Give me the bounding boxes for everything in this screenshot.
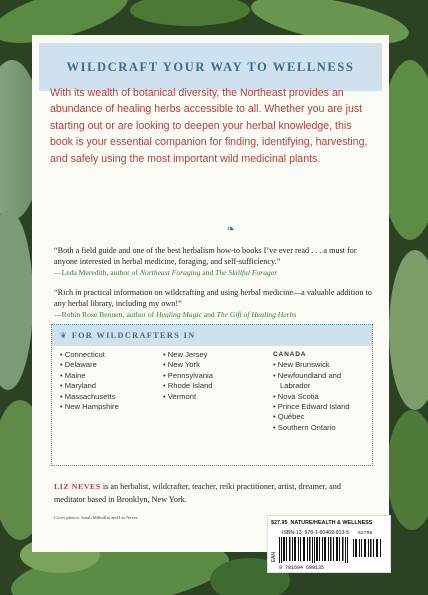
leaf-ornament-icon: ❧ (226, 224, 236, 235)
isbn-text: ISBN-13: 978-1-60469-913-5 (282, 530, 349, 536)
endorsement-quote (54, 287, 379, 321)
quote-text: “Both a field guide and one of the best herbalism how-to books I’ve ever read . . . a must for anyone interested in herbal medicine, foraging, and self-sufficiency.” (54, 246, 357, 267)
region-box-heading: FOR WILDCRAFTERS IN (71, 331, 196, 340)
list-item: • New York (163, 360, 200, 370)
author-name: LIZ NEVES (54, 482, 101, 491)
quote-attribution: —Robin Rose Bennett, author of Healing Magic and The Gift of Healing Herbs (54, 310, 297, 320)
list-item: • Prince Edward Island (273, 402, 350, 412)
us-states-column-2 (163, 350, 213, 402)
list-item: • Québec (273, 412, 305, 422)
leaf-icon: ❦ (60, 331, 67, 340)
barcode-number: 9 781604 699135 (279, 565, 325, 571)
price-and-category: $27.95 NATURE/HEALTH & WELLNESS (271, 520, 373, 526)
list-item: • Nova Scotia (273, 391, 319, 401)
cover-headline: WILDCRAFT YOUR WAY TO WELLNESS (66, 59, 355, 74)
list-item: • New Hampshire (60, 402, 119, 412)
region-box-header (52, 325, 372, 346)
list-item: • Southern Ontario (273, 422, 336, 432)
list-item: • Connecticut (60, 350, 105, 359)
ean-label: EAN (271, 552, 277, 563)
list-item: • Delaware (60, 360, 97, 370)
list-item: • New Jersey (163, 350, 208, 359)
us-states-column-1 (60, 350, 119, 412)
quote-text: “Rich in practical information on wildcrafting and using herbal medicine—a valuable addition to any herbal library, including my own!” (54, 288, 372, 309)
author-bio-text: is an herbalist, wildcrafter, teacher, reiki practitioner, artist, dreamer, and meditator based in Brooklyn, New York. (54, 482, 341, 504)
addon-number: 52795 (358, 531, 373, 536)
list-item: • New Brunswick (273, 360, 330, 370)
list-item-continued: Labrador (280, 381, 311, 391)
list-item: • Maryland (60, 381, 97, 391)
list-item: • Maine (60, 370, 86, 380)
list-item: • Newfoundland and (273, 370, 342, 380)
addon-barcode-icon (353, 537, 383, 557)
back-cover-panel (32, 35, 389, 552)
list-item: • Vermont (163, 391, 197, 401)
wildcrafters-region-box (51, 324, 373, 466)
canada-label: CANADA (273, 351, 307, 358)
barcode-icon (279, 537, 349, 563)
photo-credits: Cover photos: Sarah Milhollin and Liz Neves (54, 515, 138, 520)
intro-paragraph: With its wealth of botanical diversity, the Northeast provides an abundance of healing herbs accessible to all. Whether you are just starting out or are looking to deepen your herbal knowledge, this book is your essential companion for finding, identifying, harvesting, and safely using the most important wild medicinal plants. (50, 87, 368, 165)
quote-attribution: —Leda Meredith, author of Northeast Foraging and The Skillful Forager (54, 268, 278, 278)
endorsement-quote (54, 245, 379, 279)
list-item: • Massachusetts (60, 391, 116, 401)
barcode-label (267, 515, 391, 573)
canada-provinces-column (273, 350, 350, 433)
list-item: • Rhode Island (163, 381, 213, 391)
author-bio (54, 481, 374, 506)
list-item: • Pennsylvania (163, 370, 213, 380)
title-banner (39, 43, 382, 91)
